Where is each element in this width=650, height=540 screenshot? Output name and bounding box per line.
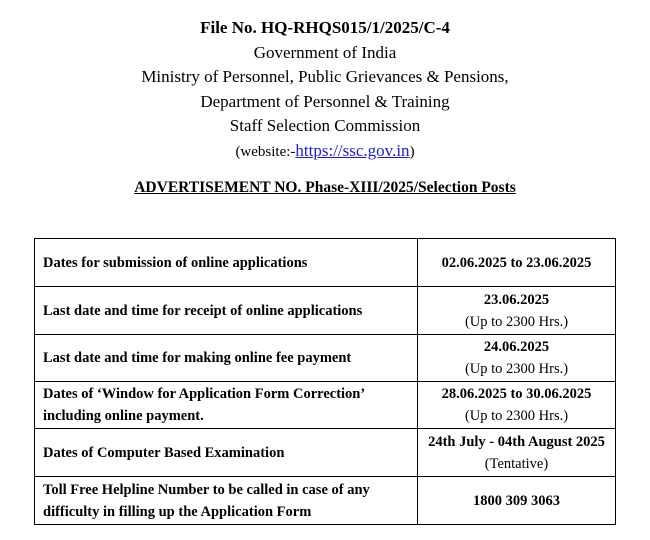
row-value [418, 287, 616, 335]
row-label: Dates for submission of online applications [35, 239, 418, 287]
row-label: Dates of ‘Window for Application Form Correction’ including online payment. [35, 382, 418, 429]
website-link[interactable]: https://ssc.gov.in [295, 140, 410, 160]
row-value-sub: (Tentative) [484, 455, 549, 472]
row-label: Last date and time for making online fee payment [35, 335, 418, 382]
website-prefix: (website:- [235, 143, 296, 160]
important-dates-table [34, 238, 616, 525]
row-value-main: 24.06.2025 [483, 339, 550, 355]
row-value-main: 23.06.2025 [483, 291, 550, 308]
row-value [418, 477, 616, 525]
document-header [0, 0, 650, 164]
table-row [35, 477, 616, 525]
row-label: Toll Free Helpline Number to be called in case of any difficulty in filling up the Application Form [35, 477, 418, 525]
table-row [35, 287, 616, 335]
row-label: Last date and time for receipt of online applications [35, 287, 418, 335]
row-value-main: 1800 309 3063 [473, 492, 560, 509]
ministry-line: Ministry of Personnel, Public Grievances & Pensions, [141, 67, 509, 86]
row-value [418, 429, 616, 477]
table-row [35, 239, 616, 287]
row-value-main: 28.06.2025 to 30.06.2025 [441, 386, 592, 402]
table-row [35, 429, 616, 477]
row-value-sub: (Up to 2300 Hrs.) [464, 313, 569, 330]
website-line [0, 139, 650, 164]
row-value-sub: (Up to 2300 Hrs.) [464, 361, 569, 377]
govt-line: Government of India [253, 42, 397, 62]
row-value [418, 239, 616, 287]
department-line: Department of Personnel & Training [200, 91, 450, 111]
row-value-main: 02.06.2025 to 23.06.2025 [441, 254, 592, 271]
row-value-sub: (Up to 2300 Hrs.) [464, 408, 569, 424]
file-number: File No. HQ-RHQS015/1/2025/C-4 [200, 18, 450, 37]
row-value [418, 382, 616, 429]
advertisement-title: ADVERTISEMENT NO. Phase-XIII/2025/Selection Posts [134, 178, 516, 196]
row-value [418, 335, 616, 382]
commission-line: Staff Selection Commission [229, 116, 421, 135]
table-row [35, 382, 616, 429]
row-value-main: 24th July - 04th August 2025 [428, 433, 605, 450]
row-label: Dates of Computer Based Examination [35, 429, 418, 477]
website-suffix: ) [409, 143, 415, 160]
table-row [35, 335, 616, 382]
